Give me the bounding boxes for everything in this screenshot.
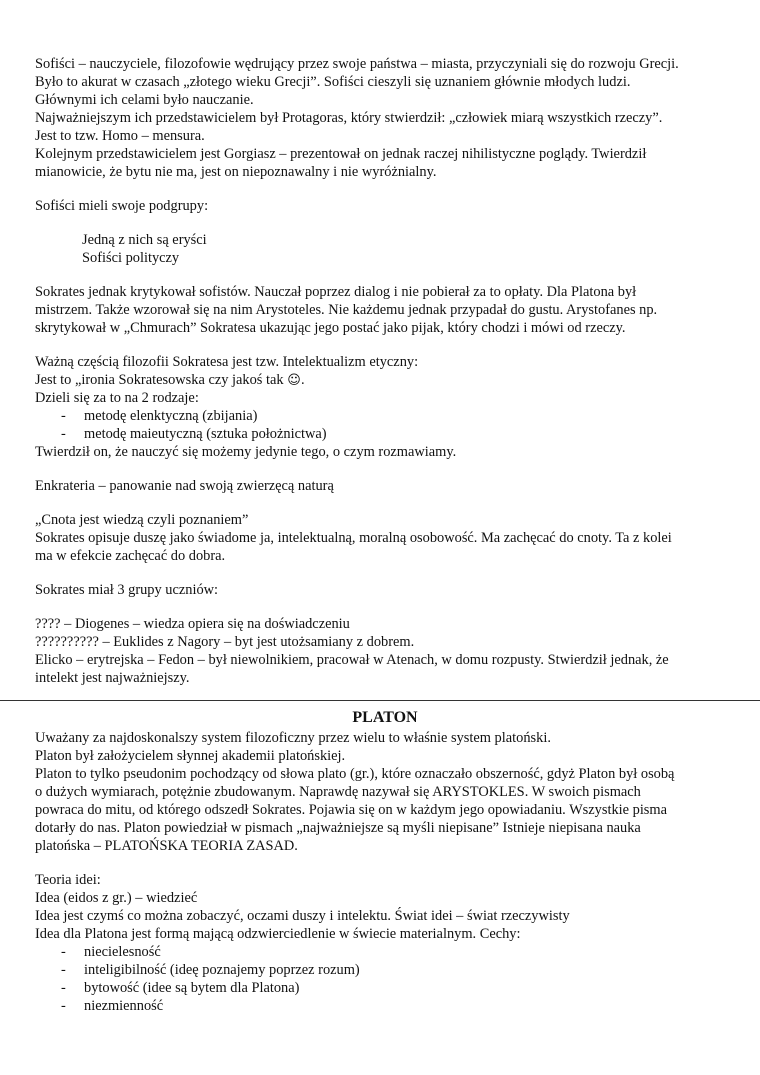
- text-line: Sokrates miał 3 grupy uczniów:: [35, 582, 219, 598]
- text-line: Kolejnym przedstawicielem jest Gorgiasz – prezentował on jednak raczej nihilistyczne poglądy. Twierdził: [35, 146, 647, 162]
- student-group: ???? – Diogenes – wiedza opiera się na doświadczeniu: [35, 616, 350, 632]
- section-sofisci: [35, 55, 735, 687]
- feature-item: - niecielesność: [35, 943, 735, 961]
- text-line: Najważniejszym ich przedstawicielem był Protagoras, który stwierdził: „człowiek miarą wszystkich rzeczy”.: [35, 110, 663, 126]
- text-line: Platon był założycielem słynnej akademii platońskiej.: [35, 748, 346, 764]
- text-line: platońska – PLATOŃSKA TEORIA ZASAD.: [35, 838, 298, 854]
- text-line: Sofiści – nauczyciele, filozofowie wędrujący przez swoje państwa – miasta, przyczyniali się do rozwoju Grecji.: [35, 56, 679, 72]
- text-line: mianowicie, że bytu nie ma, jest on niepoznawalny i nie wyróżnialny.: [35, 164, 437, 180]
- text-line: skrytykował w „Chmurach” Sokratesa ukazując jego postać jako pijak, który chodzi i mówi od rzeczy.: [35, 320, 626, 336]
- text-line: [35, 371, 735, 389]
- text-line: Było to akurat w czasach „złotego wieku Grecji”. Sofiści cieszyli się uznaniem głównie młodych ludzi.: [35, 74, 631, 90]
- text-line: Uważany za najdoskonalszy system filozoficzny przez wielu to właśnie system platoński.: [35, 730, 551, 746]
- text-line: mistrzem. Także wzorował się na nim Arystoteles. Nie każdemu jednak przypadał do gustu. Arystofanes np.: [35, 302, 658, 318]
- text-line: Idea (eidos z gr.) – wiedzieć: [35, 890, 198, 906]
- subgroup-item: Sofiści polityczy: [82, 250, 180, 266]
- text-line: Głównymi ich celami było nauczanie.: [35, 92, 254, 108]
- feature-item: - inteligibilność (ideę poznajemy poprzez rozum): [35, 961, 735, 979]
- text-line: Dzieli się za to na 2 rodzaje:: [35, 390, 199, 406]
- text-line: Idea dla Platona jest formą mającą odzwierciedlenie w świecie materialnym. Cechy:: [35, 926, 521, 942]
- section-platon: [35, 707, 735, 1015]
- text-line: dotarły do nas. Platon powiedział w pismach „najważniejsze są myśli niepisane” Istnieje niepisana nauka: [35, 820, 641, 836]
- text-line: Jest to tzw. Homo – mensura.: [35, 128, 205, 144]
- text-line: „Cnota jest wiedzą czyli poznaniem”: [35, 512, 249, 528]
- section-title: PLATON: [352, 709, 418, 726]
- student-group: Elicko – erytrejska – Fedon – był niewolnikiem, pracował w Atenach, w domu rozpusty. Stwierdził jednak, że: [35, 652, 669, 668]
- student-group: intelekt jest najważniejszy.: [35, 670, 190, 686]
- text-line: Enkrateria – panowanie nad swoją zwierzęcą naturą: [35, 478, 334, 494]
- irony-text: Jest to „ironia Sokratesowska czy jakoś tak: [35, 372, 284, 388]
- text-line: Sokrates jednak krytykował sofistów. Nauczał poprzez dialog i nie pobierał za to opłaty. Dla Platona był: [35, 284, 637, 300]
- feature-item: - niezmienność: [35, 997, 735, 1015]
- section-divider: [0, 700, 760, 701]
- text-line: Ważną częścią filozofii Sokratesa jest tzw. Intelektualizm etyczny:: [35, 354, 419, 370]
- text-line: Platon to tylko pseudonim pochodzący od słowa plato (gr.), które oznaczało obszerność, gdyż Platon był osobą: [35, 766, 675, 782]
- subgroup-item: Jedną z nich są eryści: [82, 232, 207, 248]
- text-line: Sokrates opisuje duszę jako świadome ja, intelektualną, moralną osobowość. Ma zachęcać do cnoty. Ta z kolei: [35, 530, 672, 546]
- student-group: ?????????? – Euklides z Nagory – byt jest utożsamiany z dobrem.: [35, 634, 415, 650]
- method-item: - metodę maieutyczną (sztuka położnictwa): [35, 425, 735, 443]
- smiley-icon: ☺.: [287, 373, 305, 388]
- text-line: Idea jest czymś co można zobaczyć, oczami duszy i intelektu. Świat idei – świat rzeczywisty: [35, 908, 570, 924]
- method-item: - metodę elenktyczną (zbijania): [35, 407, 735, 425]
- text-line: Twierdził on, że nauczyć się możemy jedynie tego, o czym rozmawiamy.: [35, 444, 457, 460]
- subgroups-heading: Sofiści mieli swoje podgrupy:: [35, 198, 209, 214]
- text-line: Teoria idei:: [35, 872, 101, 888]
- text-line: o dużych wymiarach, potężnie zbudowanym. Naprawdę nazywał się ARYSTOKLES. W swoich pismach: [35, 784, 641, 800]
- feature-item: - bytowość (idee są bytem dla Platona): [35, 979, 735, 997]
- text-line: ma w efekcie zachęcać do dobra.: [35, 548, 226, 564]
- text-line: powraca do mitu, od którego odszedł Sokrates. Pojawia się on w każdym jego opowiadaniu. Wszystkie pisma: [35, 802, 667, 818]
